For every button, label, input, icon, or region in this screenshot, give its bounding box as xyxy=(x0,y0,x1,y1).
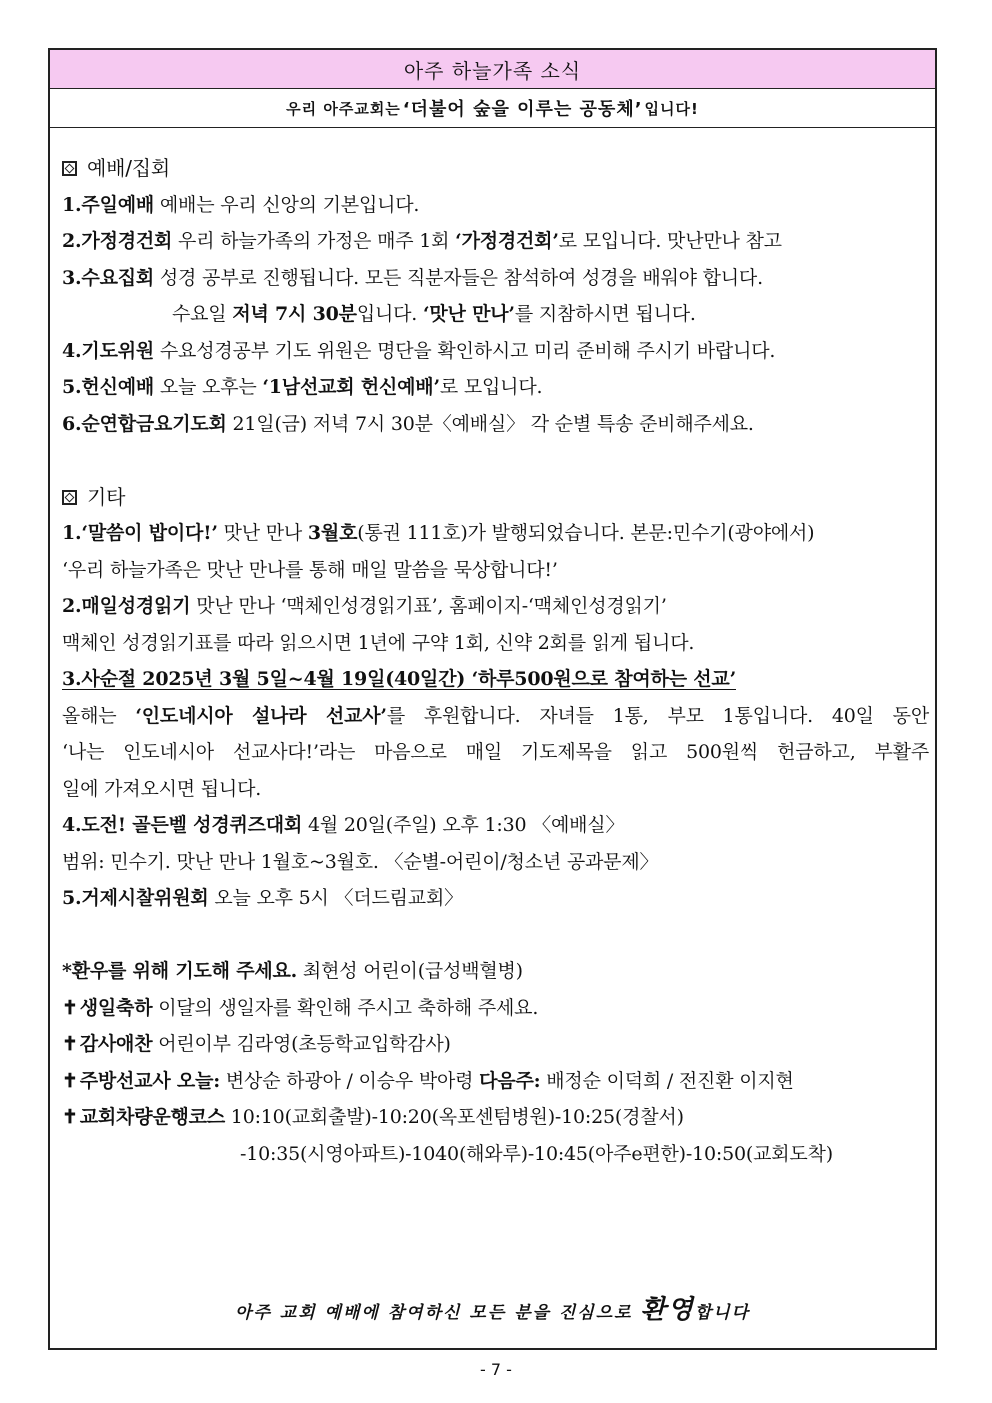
square-diamond-icon xyxy=(62,161,77,176)
worship-item-5 xyxy=(62,369,929,406)
etc-item-3 xyxy=(62,661,929,698)
item-emphasis: 3월호 xyxy=(307,522,358,544)
item-text: 최현성 어린이(급성백혈병) xyxy=(297,960,523,982)
etc-item-4-line2 xyxy=(62,844,929,881)
item-text: 수요성경공부 기도 위원은 명단을 확인하시고 미리 준비해 주시기 바랍니다. xyxy=(154,339,776,362)
etc-item-2-line2 xyxy=(62,625,929,662)
item-label: 교회차량운행코스 xyxy=(79,1106,225,1128)
worship-item-1 xyxy=(62,187,929,224)
item-emphasis: ‘가정경건회’ xyxy=(455,230,559,252)
page-number: - 7 - xyxy=(480,1360,512,1379)
prayer-request xyxy=(62,953,929,990)
subtitle-pre: 우리 아주교회는 xyxy=(286,99,401,118)
worship-item-3 xyxy=(62,260,929,297)
cross-icon: ✝ xyxy=(62,1106,78,1128)
item-text: 21일(금) 저녁 7시 30분〈예배실〉 각 순별 특송 준비해주세요. xyxy=(226,412,754,435)
item-text: 를 후원합니다. 자녀들 1통, 부모 1통입니다. 40일 동안 xyxy=(386,704,929,727)
spacer xyxy=(62,442,929,479)
section-heading-worship xyxy=(62,150,929,187)
item-label: *환우를 위해 기도해 주세요. xyxy=(62,960,298,982)
item-text: ‘나는 인도네시아 선교사다!’라는 마음으로 매일 기도제목을 읽고 500원씩 헌금하고, 부활주 xyxy=(62,741,929,763)
item-label: 5.헌신예배 xyxy=(62,376,155,398)
welcome-emphasis: 환영 xyxy=(640,1295,695,1325)
notice-bus-line2 xyxy=(62,1136,929,1173)
item-text: 배정순 이덕희 / 전진환 이지현 xyxy=(540,1069,794,1092)
item-text: 이달의 생일자를 확인해 주시고 축하해 주세요. xyxy=(152,996,539,1019)
item-label: 4.도전! 골든벨 성경퀴즈대회 xyxy=(62,814,303,836)
item-text: -10:35(시영아파트)-1040(해와루)-10:45(아주e편한)-10:50(교회도착) xyxy=(240,1142,833,1165)
newsletter-subtitle xyxy=(50,89,935,128)
item-text: 범위: 민수기. 맛난 만나 1월호~3월호. 〈순별-어린이/청소년 공과문제〉 xyxy=(62,850,659,873)
item-text: 4월 20일(주일) 오후 1:30 〈예배실〉 xyxy=(302,814,625,836)
item-text: 오늘 오후는 xyxy=(154,376,263,398)
item-emphasis: ‘인도네시아 설나라 선교사’ xyxy=(135,704,387,727)
item-label: 4.기도위원 xyxy=(62,339,155,362)
item-label: 5.거제시찰위원회 xyxy=(62,887,209,909)
item-text: 우리 하늘가족의 가정은 매주 1회 xyxy=(172,230,456,252)
item-text: 맛난 만나 ‘맥체인성경읽기표’, 홈페이지-‘맥체인성경읽기’ xyxy=(190,595,667,617)
item-text: 예배는 우리 신앙의 기본입니다. xyxy=(154,193,420,216)
item-text: ‘우리 하늘가족은 맛난 만나를 통해 매일 말씀을 묵상합니다!’ xyxy=(62,558,558,581)
welcome-text: 합니다 xyxy=(694,1303,750,1323)
item-text: 를 지참하시면 됩니다. xyxy=(514,303,696,325)
item-text: 입니다. xyxy=(356,303,423,325)
etc-item-3-line4 xyxy=(62,771,929,808)
item-label: 2.가정경건회 xyxy=(62,230,173,252)
item-label: 주방선교사 오늘: xyxy=(79,1069,221,1092)
item-text: (통권 111호)가 발행되었습니다. 본문:민수기(광야에서) xyxy=(357,522,815,544)
cross-icon: ✝ xyxy=(62,996,78,1019)
item-emphasis: ‘1남선교회 헌신예배’ xyxy=(262,376,440,398)
worship-item-2 xyxy=(62,223,929,260)
title-text: 아주 하늘가족 소식 xyxy=(403,58,582,83)
item-label: 다음주: xyxy=(479,1069,541,1092)
item-text: 맛난 만나 xyxy=(217,522,308,544)
item-text: 수요일 xyxy=(172,303,233,325)
item-label: 3.수요집회 xyxy=(62,266,155,289)
item-text: 성경 공부로 진행됩니다. 모든 직분자들은 참석하여 성경을 배워야 합니다. xyxy=(154,266,763,289)
item-text: 어린이부 김라영(초등학교입학감사) xyxy=(152,1033,451,1055)
item-text: 변상순 하광아 / 이승우 박아령 xyxy=(220,1069,480,1092)
notice-birthday xyxy=(62,990,929,1027)
etc-item-2 xyxy=(62,588,929,625)
spacer xyxy=(62,917,929,954)
worship-item-6 xyxy=(62,406,929,443)
etc-item-4 xyxy=(62,807,929,844)
section-heading-etc xyxy=(62,479,929,516)
subtitle-motto: ‘더불어 숲을 이루는 공동체’ xyxy=(402,99,643,120)
item-emphasis: 저녁 7시 30분 xyxy=(232,303,357,325)
notice-kitchen xyxy=(62,1063,929,1100)
etc-item-5 xyxy=(62,880,929,917)
item-emphasis: ‘맛난 만나’ xyxy=(422,303,515,325)
cross-icon: ✝ xyxy=(62,1033,78,1055)
welcome-text: 아주 교회 예배에 참여하신 모든 분을 진심으로 xyxy=(235,1303,641,1323)
etc-item-1-line2 xyxy=(62,552,929,589)
newsletter-title xyxy=(50,50,935,89)
worship-item-4 xyxy=(62,333,929,370)
item-text: 맥체인 성경읽기표를 따라 읽으시면 1년에 구약 1회, 신약 2회를 읽게 됩니다. xyxy=(62,631,695,654)
cross-icon: ✝ xyxy=(62,1069,78,1092)
item-text: 10:10(교회출발)-10:20(옥포센텀병원)-10:25(경찰서) xyxy=(224,1106,684,1128)
item-label: 감사애찬 xyxy=(79,1033,153,1055)
item-label: 2.매일성경읽기 xyxy=(62,595,191,617)
etc-item-3-line2 xyxy=(62,698,929,735)
notice-bus xyxy=(62,1099,929,1136)
newsletter-body xyxy=(62,150,929,1172)
item-text: 올해는 xyxy=(62,704,136,727)
item-label: 6.순연합금요기도회 xyxy=(62,412,227,435)
newsletter-frame xyxy=(48,48,937,1350)
item-label: 생일축하 xyxy=(79,996,153,1019)
etc-item-3-line3 xyxy=(62,734,929,771)
item-text: 로 모입니다. 맛난만나 참고 xyxy=(558,230,782,252)
worship-item-3-line2 xyxy=(62,296,929,333)
welcome-message xyxy=(50,1289,935,1326)
item-label: 3.사순절 2025년 3월 5일~4월 19일(40일간) ‘하루500원으로 참여하는 선교’ xyxy=(62,668,736,690)
item-text: 일에 가져오시면 됩니다. xyxy=(62,777,262,800)
heading-text: 예배/집회 xyxy=(87,156,171,180)
item-text: 오늘 오후 5시 〈더드림교회〉 xyxy=(208,887,463,909)
square-diamond-icon xyxy=(62,490,77,505)
etc-item-1 xyxy=(62,515,929,552)
item-label: 1.주일예배 xyxy=(62,193,155,216)
item-text: 로 모입니다. xyxy=(439,376,543,398)
heading-text: 기타 xyxy=(87,484,126,509)
subtitle-post: 입니다! xyxy=(644,99,699,118)
notice-thanks xyxy=(62,1026,929,1063)
item-label: 1.‘말씀이 밥이다!’ xyxy=(62,522,218,544)
